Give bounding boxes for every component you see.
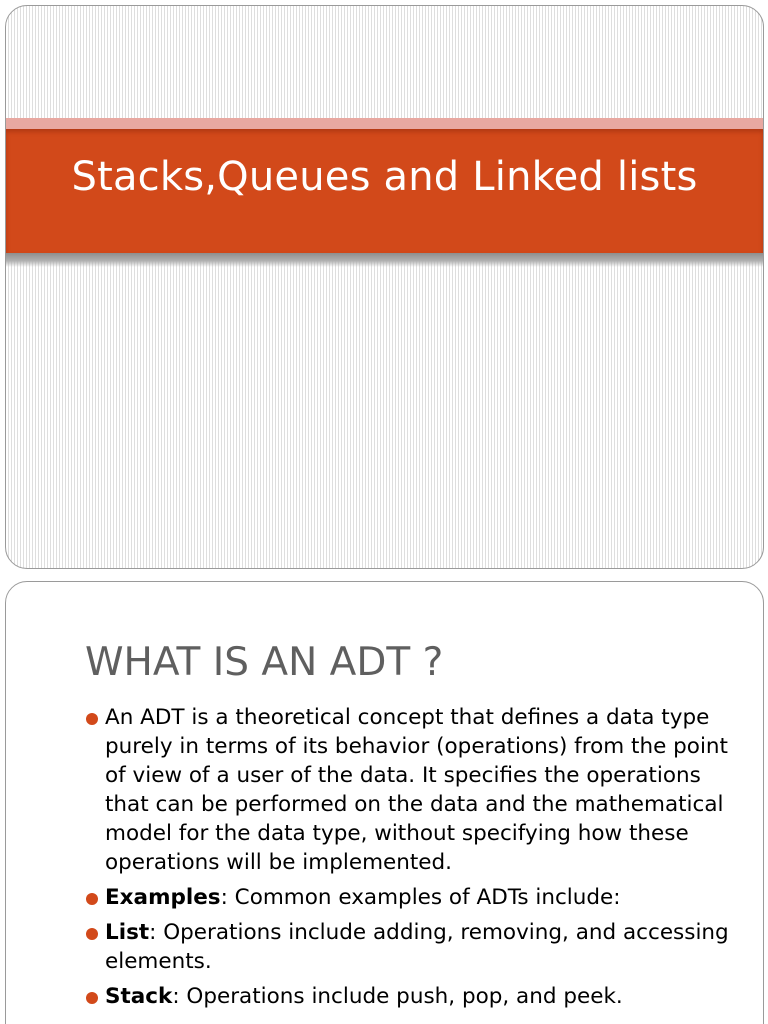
bullet-text: : Common examples of ADTs include: xyxy=(220,885,621,910)
bullet-term: Stack xyxy=(105,984,173,1009)
bullet-item xyxy=(86,703,736,877)
bullet-dot-icon xyxy=(86,893,98,905)
bullet-item xyxy=(86,883,736,912)
title-slide xyxy=(5,5,764,569)
bullet-term: Examples xyxy=(105,885,221,910)
bullet-term: List xyxy=(105,920,150,945)
bullet-item xyxy=(86,918,736,976)
title-band xyxy=(6,129,763,253)
slide-title: Stacks,Queues and Linked lists xyxy=(71,153,698,200)
bullet-text: : Operations include adding, removing, and accessing elements. xyxy=(105,920,729,974)
bullet-dot-icon xyxy=(86,713,98,725)
bullet-list xyxy=(86,703,736,1017)
title-band-top-strip xyxy=(6,118,763,129)
content-slide xyxy=(5,581,764,1024)
bullet-dot-icon xyxy=(86,992,98,1004)
bullet-item xyxy=(86,982,736,1011)
bullet-text: An ADT is a theoretical concept that defines a data type purely in terms of its behavior (operations) from the point of view of a user of the data. It specifies the operations that can be performed on the data and the mathematical model for the data type, without specifying how these operations will be implemented. xyxy=(105,705,728,875)
bullet-dot-icon xyxy=(86,928,98,940)
title-band-shadow xyxy=(6,253,763,267)
bullet-text: : Operations include push, pop, and peek. xyxy=(172,984,623,1009)
slide-heading: WHAT IS AN ADT ? xyxy=(85,640,444,685)
